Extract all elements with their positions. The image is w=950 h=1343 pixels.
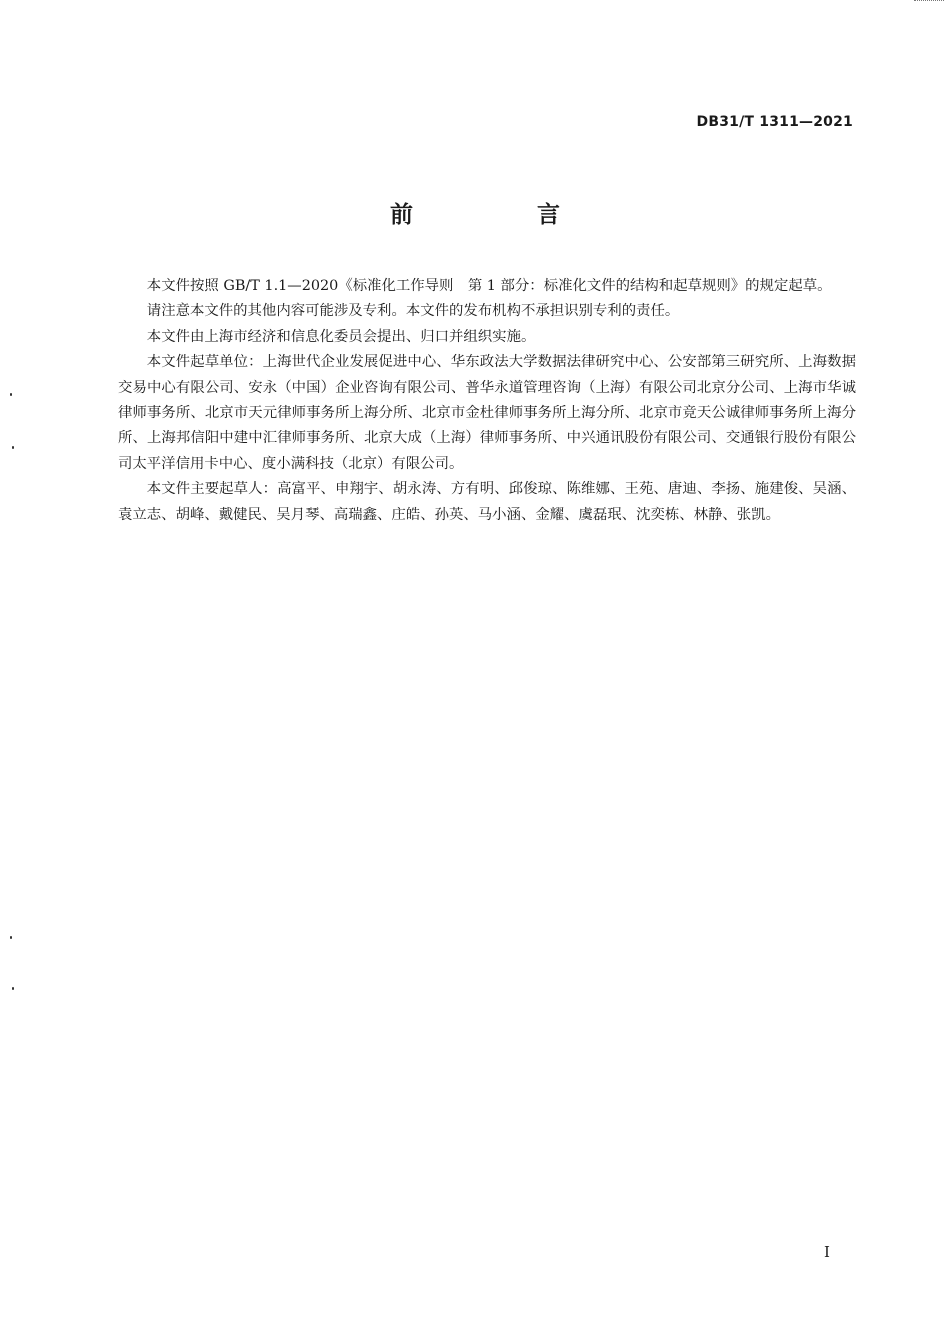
foreword-body — [118, 274, 856, 528]
scan-speck — [12, 987, 14, 990]
paragraph-patent-notice: 请注意本文件的其他内容可能涉及专利。本文件的发布机构不承担识别专利的责任。 — [146, 303, 680, 320]
page-number: I — [824, 1243, 830, 1261]
scan-speck — [10, 936, 12, 939]
paragraph-proposer: 本文件由上海市经济和信息化委员会提出、归口并组织实施。 — [146, 328, 536, 345]
paragraph-drafting-units: 本文件起草单位：上海世代企业发展促进中心、华东政法大学数据法律研究中心、公安部第三研究所、上海数据交易中心有限公司、安永（中国）企业咨询有限公司、普华永道管理咨询（上海）有限公司北京分公司、上海市华诚律师事务所、北京市天元律师事务所上海分所、北京市金杜律师事务所上海分所、北京市竞天公诚律师事务所上海分所、上海邦信阳中建中汇律师事务所、北京大成（上海）律师事务所、中兴通讯股份有限公司、交通银行股份有限公司太平洋信用卡中心、度小满科技（北京）有限公司。 — [118, 354, 856, 472]
scan-speck — [12, 446, 14, 449]
paragraph-drafters: 本文件主要起草人：高富平、申翔宇、胡永涛、方有明、邱俊琼、陈维娜、王苑、唐迪、李扬、施建俊、吴涵、袁立志、胡峰、戴健民、吴月琴、高瑞鑫、庄皓、孙英、马小涵、金耀、虞磊珉、沈奕栋、林静、张凯。 — [118, 481, 856, 523]
scan-speck — [10, 393, 12, 396]
page-title: 前 言 — [389, 202, 618, 228]
scan-edge-mark — [914, 0, 944, 5]
paragraph-drafting-rules: 本文件按照 GB/T 1.1—2020《标准化工作导则 第 1 部分：标准化文件的结构和起草规则》的规定起草。 — [146, 278, 832, 294]
document-code: DB31/T 1311—2021 — [696, 114, 853, 130]
